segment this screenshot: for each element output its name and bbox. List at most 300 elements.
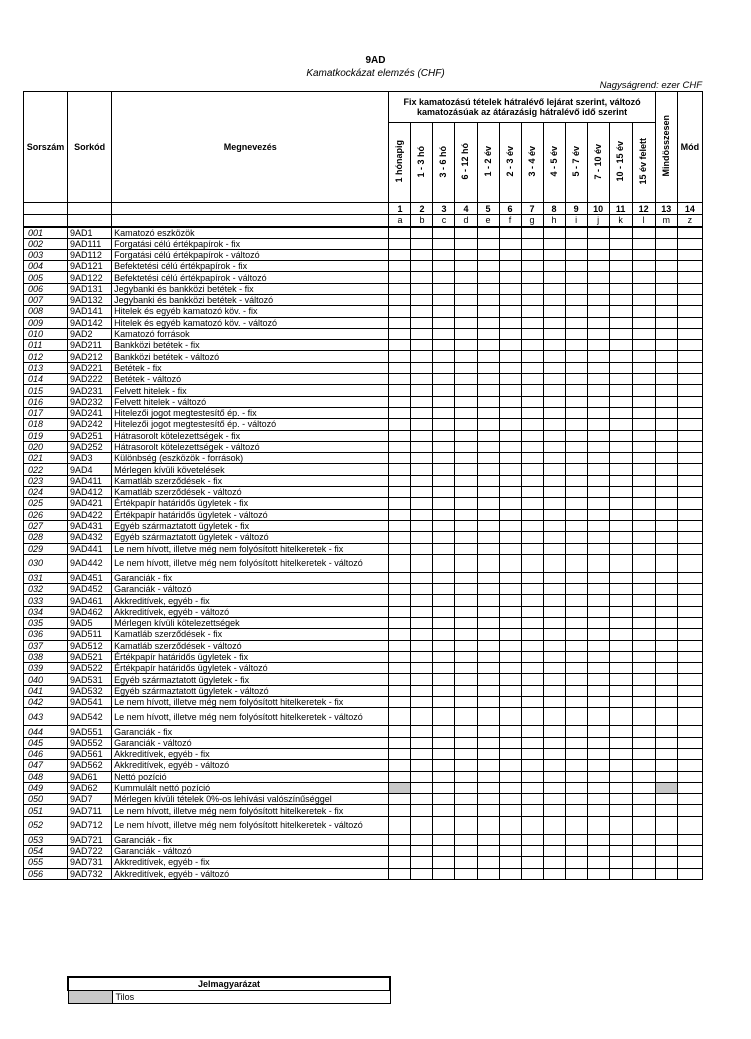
value-cell[interactable] — [389, 782, 411, 793]
value-cell[interactable] — [655, 487, 677, 498]
value-cell[interactable] — [389, 283, 411, 294]
value-cell[interactable] — [609, 453, 632, 464]
value-cell[interactable] — [632, 509, 655, 520]
value-cell[interactable] — [477, 441, 499, 452]
value-cell[interactable] — [477, 385, 499, 396]
value-cell[interactable] — [521, 674, 543, 685]
value-cell[interactable] — [499, 475, 521, 486]
value-cell[interactable] — [655, 317, 677, 328]
value-cell[interactable] — [499, 846, 521, 857]
value-cell[interactable] — [587, 846, 609, 857]
value-cell[interactable] — [433, 748, 455, 759]
value-cell[interactable] — [455, 249, 477, 260]
value-cell[interactable] — [543, 708, 565, 726]
value-cell[interactable] — [543, 606, 565, 617]
value-cell[interactable] — [677, 816, 702, 834]
value-cell[interactable] — [543, 306, 565, 317]
value-cell[interactable] — [433, 726, 455, 737]
value-cell[interactable] — [477, 374, 499, 385]
value-cell[interactable] — [389, 351, 411, 362]
value-cell[interactable] — [411, 618, 433, 629]
value-cell[interactable] — [543, 351, 565, 362]
value-cell[interactable] — [565, 227, 587, 239]
value-cell[interactable] — [609, 816, 632, 834]
value-cell[interactable] — [477, 464, 499, 475]
value-cell[interactable] — [433, 805, 455, 816]
value-cell[interactable] — [433, 554, 455, 572]
value-cell[interactable] — [455, 306, 477, 317]
value-cell[interactable] — [455, 351, 477, 362]
value-cell[interactable] — [477, 328, 499, 339]
value-cell[interactable] — [499, 663, 521, 674]
value-cell[interactable] — [587, 674, 609, 685]
value-cell[interactable] — [477, 272, 499, 283]
value-cell[interactable] — [655, 868, 677, 879]
value-cell[interactable] — [565, 595, 587, 606]
value-cell[interactable] — [632, 362, 655, 373]
value-cell[interactable] — [477, 584, 499, 595]
value-cell[interactable] — [477, 294, 499, 305]
value-cell[interactable] — [389, 543, 411, 554]
value-cell[interactable] — [433, 487, 455, 498]
value-cell[interactable] — [389, 816, 411, 834]
value-cell[interactable] — [632, 595, 655, 606]
value-cell[interactable] — [677, 498, 702, 509]
value-cell[interactable] — [411, 737, 433, 748]
value-cell[interactable] — [433, 651, 455, 662]
value-cell[interactable] — [565, 651, 587, 662]
value-cell[interactable] — [455, 520, 477, 531]
value-cell[interactable] — [477, 846, 499, 857]
value-cell[interactable] — [411, 771, 433, 782]
value-cell[interactable] — [632, 834, 655, 845]
value-cell[interactable] — [632, 532, 655, 543]
value-cell[interactable] — [521, 498, 543, 509]
value-cell[interactable] — [677, 441, 702, 452]
value-cell[interactable] — [455, 498, 477, 509]
value-cell[interactable] — [455, 509, 477, 520]
value-cell[interactable] — [677, 509, 702, 520]
value-cell[interactable] — [565, 640, 587, 651]
value-cell[interactable] — [433, 674, 455, 685]
value-cell[interactable] — [455, 362, 477, 373]
value-cell[interactable] — [521, 362, 543, 373]
value-cell[interactable] — [477, 618, 499, 629]
value-cell[interactable] — [499, 572, 521, 583]
value-cell[interactable] — [677, 629, 702, 640]
value-cell[interactable] — [565, 464, 587, 475]
value-cell[interactable] — [433, 362, 455, 373]
value-cell[interactable] — [499, 340, 521, 351]
value-cell[interactable] — [543, 771, 565, 782]
value-cell[interactable] — [677, 475, 702, 486]
value-cell[interactable] — [677, 618, 702, 629]
value-cell[interactable] — [455, 238, 477, 249]
value-cell[interactable] — [433, 396, 455, 407]
value-cell[interactable] — [389, 509, 411, 520]
value-cell[interactable] — [543, 441, 565, 452]
value-cell[interactable] — [587, 748, 609, 759]
value-cell[interactable] — [565, 328, 587, 339]
value-cell[interactable] — [521, 595, 543, 606]
value-cell[interactable] — [565, 805, 587, 816]
value-cell[interactable] — [609, 328, 632, 339]
value-cell[interactable] — [565, 674, 587, 685]
value-cell[interactable] — [433, 328, 455, 339]
value-cell[interactable] — [521, 805, 543, 816]
value-cell[interactable] — [411, 340, 433, 351]
value-cell[interactable] — [499, 385, 521, 396]
value-cell[interactable] — [433, 306, 455, 317]
value-cell[interactable] — [655, 238, 677, 249]
value-cell[interactable] — [677, 385, 702, 396]
value-cell[interactable] — [521, 685, 543, 696]
value-cell[interactable] — [499, 629, 521, 640]
value-cell[interactable] — [587, 816, 609, 834]
value-cell[interactable] — [655, 453, 677, 464]
value-cell[interactable] — [655, 543, 677, 554]
value-cell[interactable] — [521, 651, 543, 662]
value-cell[interactable] — [499, 685, 521, 696]
value-cell[interactable] — [411, 272, 433, 283]
value-cell[interactable] — [632, 584, 655, 595]
value-cell[interactable] — [411, 726, 433, 737]
value-cell[interactable] — [455, 272, 477, 283]
value-cell[interactable] — [543, 737, 565, 748]
value-cell[interactable] — [389, 475, 411, 486]
value-cell[interactable] — [609, 430, 632, 441]
value-cell[interactable] — [543, 249, 565, 260]
value-cell[interactable] — [411, 532, 433, 543]
value-cell[interactable] — [609, 543, 632, 554]
value-cell[interactable] — [677, 782, 702, 793]
value-cell[interactable] — [565, 726, 587, 737]
value-cell[interactable] — [433, 317, 455, 328]
value-cell[interactable] — [411, 606, 433, 617]
value-cell[interactable] — [543, 543, 565, 554]
value-cell[interactable] — [389, 238, 411, 249]
value-cell[interactable] — [543, 453, 565, 464]
value-cell[interactable] — [587, 520, 609, 531]
value-cell[interactable] — [411, 396, 433, 407]
value-cell[interactable] — [543, 396, 565, 407]
value-cell[interactable] — [455, 294, 477, 305]
value-cell[interactable] — [499, 771, 521, 782]
value-cell[interactable] — [477, 430, 499, 441]
value-cell[interactable] — [655, 351, 677, 362]
value-cell[interactable] — [521, 708, 543, 726]
value-cell[interactable] — [411, 306, 433, 317]
value-cell[interactable] — [389, 663, 411, 674]
value-cell[interactable] — [521, 868, 543, 879]
value-cell[interactable] — [521, 618, 543, 629]
value-cell[interactable] — [587, 794, 609, 805]
value-cell[interactable] — [521, 737, 543, 748]
value-cell[interactable] — [655, 362, 677, 373]
value-cell[interactable] — [587, 227, 609, 239]
value-cell[interactable] — [433, 782, 455, 793]
value-cell[interactable] — [477, 249, 499, 260]
value-cell[interactable] — [632, 771, 655, 782]
value-cell[interactable] — [455, 385, 477, 396]
value-cell[interactable] — [477, 857, 499, 868]
value-cell[interactable] — [455, 453, 477, 464]
value-cell[interactable] — [565, 294, 587, 305]
value-cell[interactable] — [521, 748, 543, 759]
value-cell[interactable] — [521, 328, 543, 339]
value-cell[interactable] — [477, 351, 499, 362]
value-cell[interactable] — [521, 771, 543, 782]
value-cell[interactable] — [433, 857, 455, 868]
value-cell[interactable] — [477, 283, 499, 294]
value-cell[interactable] — [411, 227, 433, 239]
value-cell[interactable] — [499, 868, 521, 879]
value-cell[interactable] — [609, 407, 632, 418]
value-cell[interactable] — [587, 532, 609, 543]
value-cell[interactable] — [655, 651, 677, 662]
value-cell[interactable] — [677, 674, 702, 685]
value-cell[interactable] — [521, 629, 543, 640]
value-cell[interactable] — [677, 663, 702, 674]
value-cell[interactable] — [632, 868, 655, 879]
value-cell[interactable] — [632, 543, 655, 554]
value-cell[interactable] — [477, 475, 499, 486]
value-cell[interactable] — [655, 374, 677, 385]
value-cell[interactable] — [389, 572, 411, 583]
value-cell[interactable] — [433, 272, 455, 283]
value-cell[interactable] — [543, 475, 565, 486]
value-cell[interactable] — [655, 726, 677, 737]
value-cell[interactable] — [677, 374, 702, 385]
value-cell[interactable] — [389, 868, 411, 879]
value-cell[interactable] — [389, 595, 411, 606]
value-cell[interactable] — [433, 374, 455, 385]
value-cell[interactable] — [632, 294, 655, 305]
value-cell[interactable] — [609, 674, 632, 685]
value-cell[interactable] — [677, 464, 702, 475]
value-cell[interactable] — [521, 572, 543, 583]
value-cell[interactable] — [477, 453, 499, 464]
value-cell[interactable] — [587, 726, 609, 737]
value-cell[interactable] — [677, 726, 702, 737]
value-cell[interactable] — [609, 475, 632, 486]
value-cell[interactable] — [389, 317, 411, 328]
value-cell[interactable] — [655, 464, 677, 475]
value-cell[interactable] — [543, 584, 565, 595]
value-cell[interactable] — [433, 283, 455, 294]
value-cell[interactable] — [455, 441, 477, 452]
value-cell[interactable] — [389, 362, 411, 373]
value-cell[interactable] — [677, 249, 702, 260]
value-cell[interactable] — [609, 306, 632, 317]
value-cell[interactable] — [433, 640, 455, 651]
value-cell[interactable] — [455, 584, 477, 595]
value-cell[interactable] — [411, 782, 433, 793]
value-cell[interactable] — [433, 227, 455, 239]
value-cell[interactable] — [655, 272, 677, 283]
value-cell[interactable] — [455, 606, 477, 617]
value-cell[interactable] — [632, 663, 655, 674]
value-cell[interactable] — [655, 857, 677, 868]
value-cell[interactable] — [543, 595, 565, 606]
value-cell[interactable] — [455, 554, 477, 572]
value-cell[interactable] — [677, 294, 702, 305]
value-cell[interactable] — [677, 771, 702, 782]
value-cell[interactable] — [587, 441, 609, 452]
value-cell[interactable] — [565, 340, 587, 351]
value-cell[interactable] — [655, 430, 677, 441]
value-cell[interactable] — [543, 674, 565, 685]
value-cell[interactable] — [655, 509, 677, 520]
value-cell[interactable] — [655, 227, 677, 239]
value-cell[interactable] — [389, 805, 411, 816]
value-cell[interactable] — [632, 340, 655, 351]
value-cell[interactable] — [609, 868, 632, 879]
value-cell[interactable] — [389, 498, 411, 509]
value-cell[interactable] — [677, 238, 702, 249]
value-cell[interactable] — [389, 697, 411, 708]
value-cell[interactable] — [632, 475, 655, 486]
value-cell[interactable] — [521, 261, 543, 272]
value-cell[interactable] — [565, 407, 587, 418]
value-cell[interactable] — [587, 629, 609, 640]
value-cell[interactable] — [433, 407, 455, 418]
value-cell[interactable] — [609, 498, 632, 509]
value-cell[interactable] — [389, 618, 411, 629]
value-cell[interactable] — [455, 674, 477, 685]
value-cell[interactable] — [411, 629, 433, 640]
value-cell[interactable] — [433, 543, 455, 554]
value-cell[interactable] — [565, 737, 587, 748]
value-cell[interactable] — [433, 294, 455, 305]
value-cell[interactable] — [677, 794, 702, 805]
value-cell[interactable] — [389, 674, 411, 685]
value-cell[interactable] — [632, 272, 655, 283]
value-cell[interactable] — [677, 748, 702, 759]
value-cell[interactable] — [433, 708, 455, 726]
value-cell[interactable] — [677, 868, 702, 879]
value-cell[interactable] — [632, 430, 655, 441]
value-cell[interactable] — [609, 748, 632, 759]
value-cell[interactable] — [609, 261, 632, 272]
value-cell[interactable] — [632, 385, 655, 396]
value-cell[interactable] — [389, 227, 411, 239]
value-cell[interactable] — [543, 532, 565, 543]
value-cell[interactable] — [677, 261, 702, 272]
value-cell[interactable] — [677, 487, 702, 498]
value-cell[interactable] — [565, 249, 587, 260]
value-cell[interactable] — [521, 294, 543, 305]
value-cell[interactable] — [455, 396, 477, 407]
value-cell[interactable] — [433, 532, 455, 543]
value-cell[interactable] — [411, 595, 433, 606]
value-cell[interactable] — [609, 640, 632, 651]
value-cell[interactable] — [411, 760, 433, 771]
value-cell[interactable] — [521, 249, 543, 260]
value-cell[interactable] — [632, 816, 655, 834]
value-cell[interactable] — [587, 584, 609, 595]
value-cell[interactable] — [632, 805, 655, 816]
value-cell[interactable] — [677, 834, 702, 845]
value-cell[interactable] — [455, 532, 477, 543]
value-cell[interactable] — [433, 430, 455, 441]
value-cell[interactable] — [565, 475, 587, 486]
value-cell[interactable] — [499, 584, 521, 595]
value-cell[interactable] — [499, 737, 521, 748]
value-cell[interactable] — [455, 794, 477, 805]
value-cell[interactable] — [499, 805, 521, 816]
value-cell[interactable] — [655, 618, 677, 629]
value-cell[interactable] — [477, 532, 499, 543]
value-cell[interactable] — [565, 606, 587, 617]
value-cell[interactable] — [477, 771, 499, 782]
value-cell[interactable] — [499, 697, 521, 708]
value-cell[interactable] — [455, 726, 477, 737]
value-cell[interactable] — [433, 498, 455, 509]
value-cell[interactable] — [477, 606, 499, 617]
value-cell[interactable] — [455, 419, 477, 430]
value-cell[interactable] — [433, 441, 455, 452]
value-cell[interactable] — [433, 737, 455, 748]
value-cell[interactable] — [521, 697, 543, 708]
value-cell[interactable] — [411, 407, 433, 418]
value-cell[interactable] — [433, 453, 455, 464]
value-cell[interactable] — [499, 509, 521, 520]
value-cell[interactable] — [609, 374, 632, 385]
value-cell[interactable] — [433, 509, 455, 520]
value-cell[interactable] — [677, 328, 702, 339]
value-cell[interactable] — [655, 606, 677, 617]
value-cell[interactable] — [632, 306, 655, 317]
value-cell[interactable] — [609, 595, 632, 606]
value-cell[interactable] — [455, 868, 477, 879]
value-cell[interactable] — [521, 509, 543, 520]
value-cell[interactable] — [521, 640, 543, 651]
value-cell[interactable] — [433, 771, 455, 782]
value-cell[interactable] — [499, 674, 521, 685]
value-cell[interactable] — [477, 419, 499, 430]
value-cell[interactable] — [477, 834, 499, 845]
value-cell[interactable] — [543, 618, 565, 629]
value-cell[interactable] — [677, 708, 702, 726]
value-cell[interactable] — [632, 554, 655, 572]
value-cell[interactable] — [411, 419, 433, 430]
value-cell[interactable] — [632, 317, 655, 328]
value-cell[interactable] — [521, 554, 543, 572]
value-cell[interactable] — [499, 857, 521, 868]
value-cell[interactable] — [677, 532, 702, 543]
value-cell[interactable] — [565, 532, 587, 543]
value-cell[interactable] — [433, 249, 455, 260]
value-cell[interactable] — [521, 419, 543, 430]
value-cell[interactable] — [565, 498, 587, 509]
value-cell[interactable] — [389, 272, 411, 283]
value-cell[interactable] — [433, 606, 455, 617]
value-cell[interactable] — [411, 238, 433, 249]
value-cell[interactable] — [609, 520, 632, 531]
value-cell[interactable] — [632, 487, 655, 498]
value-cell[interactable] — [499, 487, 521, 498]
value-cell[interactable] — [609, 554, 632, 572]
value-cell[interactable] — [411, 351, 433, 362]
value-cell[interactable] — [609, 606, 632, 617]
value-cell[interactable] — [677, 306, 702, 317]
value-cell[interactable] — [477, 782, 499, 793]
value-cell[interactable] — [477, 697, 499, 708]
value-cell[interactable] — [521, 726, 543, 737]
value-cell[interactable] — [677, 396, 702, 407]
value-cell[interactable] — [587, 697, 609, 708]
